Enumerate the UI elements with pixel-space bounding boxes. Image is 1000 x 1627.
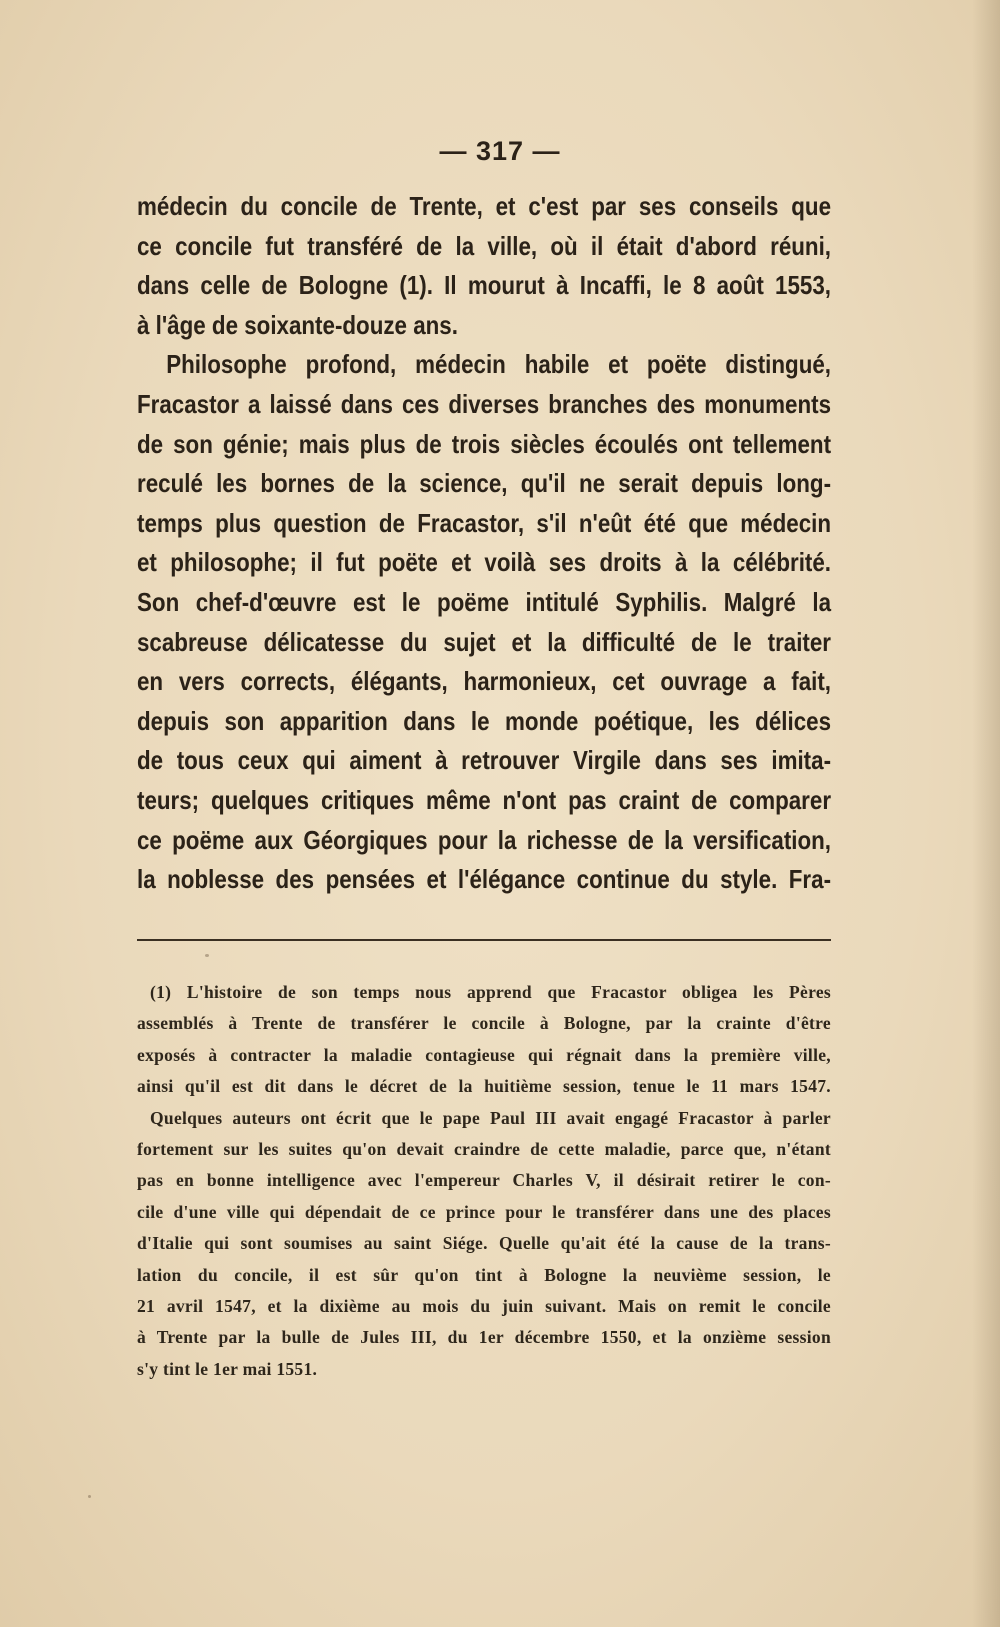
footnote-line: lation du concile, il est sûr qu'on tint à Bologne la neuvième session, le xyxy=(137,1264,831,1285)
text-line: dans celle de Bologne (1). Il mourut à Incaffi, le 8 août 1553, xyxy=(137,270,832,301)
text-line: ce concile fut transféré de la ville, où il était d'abord réuni, xyxy=(137,230,832,261)
footnote-separator xyxy=(137,939,831,941)
footnotes xyxy=(137,977,831,1385)
text-line: depuis son apparition dans le monde poétique, les délices xyxy=(137,705,832,736)
footnote-line: à Trente par la bulle de Jules III, du 1er décembre 1550, et la onzième session xyxy=(137,1327,831,1348)
text-line: de son génie; mais plus de trois siècles écoulés ont tellement xyxy=(137,428,832,459)
text-line: Son chef-d'œuvre est le poëme intitulé Syphilis. Malgré la xyxy=(137,586,832,617)
text-line: de tous ceux qui aiment à retrouver Virgile dans ses imita- xyxy=(137,745,832,776)
footnote-line: cile d'une ville qui dépendait de ce prince pour le transférer dans une des places xyxy=(137,1201,831,1222)
text-line: ce poëme aux Géorgiques pour la richesse de la versification, xyxy=(137,824,832,855)
text-line: Fracastor a laissé dans ces diverses branches des monuments xyxy=(137,388,832,419)
main-text xyxy=(137,187,831,900)
text-line: la noblesse des pensées et l'élégance continue du style. Fra- xyxy=(137,864,832,895)
text-line: et philosophe; il fut poëte et voilà ses droits à la célébrité. xyxy=(137,547,832,578)
footnote-line: d'Italie qui sont soumises au saint Siége. Quelle qu'ait été la cause de la trans- xyxy=(137,1233,831,1254)
footnote-line: pas en bonne intelligence avec l'empereur Charles V, il désirait retirer le con- xyxy=(137,1170,831,1191)
page-number: — 317 — xyxy=(439,136,561,166)
page-edge-shadow xyxy=(972,0,1000,1627)
footnote-line: s'y tint le 1er mai 1551. xyxy=(137,1358,318,1379)
text-line: à l'âge de soixante-douze ans. xyxy=(137,309,458,340)
footnote-line: exposés à contracter la maladie contagieuse qui régnait dans la première ville, xyxy=(137,1044,831,1065)
footnote-line: ainsi qu'il est dit dans le décret de la huitième session, tenue le 11 mars 1547. xyxy=(137,1076,831,1097)
footnote-line: (1) L'histoire de son temps nous apprend que Fracastor obligea les Pères xyxy=(150,982,831,1002)
footnote-line: assemblés à Trente de transférer le concile à Bologne, par la crainte d'être xyxy=(137,1013,831,1034)
text-line: médecin du concile de Trente, et c'est par ses conseils que xyxy=(137,191,832,221)
text-line: scabreuse délicatesse du sujet et la difficulté de le traiter xyxy=(137,626,832,657)
footnote-line: fortement sur les suites qu'on devait craindre de cette maladie, parce que, n'étant xyxy=(137,1138,831,1159)
footnote-line: 21 avril 1547, et la dixième au mois du juin suivant. Mais on remit le concile xyxy=(137,1295,831,1316)
text-line: Philosophe profond, médecin habile et poëte distingué, xyxy=(166,349,832,380)
text-line: en vers corrects, élégants, harmonieux, cet ouvrage a fait, xyxy=(137,666,832,697)
paper-speck xyxy=(88,1495,91,1498)
text-line: temps plus question de Fracastor, s'il n'eût été que médecin xyxy=(137,507,832,538)
text-line: teurs; quelques critiques même n'ont pas craint de comparer xyxy=(137,784,832,815)
text-line: reculé les bornes de la science, qu'il ne serait depuis long- xyxy=(137,468,832,499)
footnote-line: Quelques auteurs ont écrit que le pape Paul III avait engagé Fracastor à parler xyxy=(150,1107,831,1128)
paper-speck xyxy=(205,954,209,957)
